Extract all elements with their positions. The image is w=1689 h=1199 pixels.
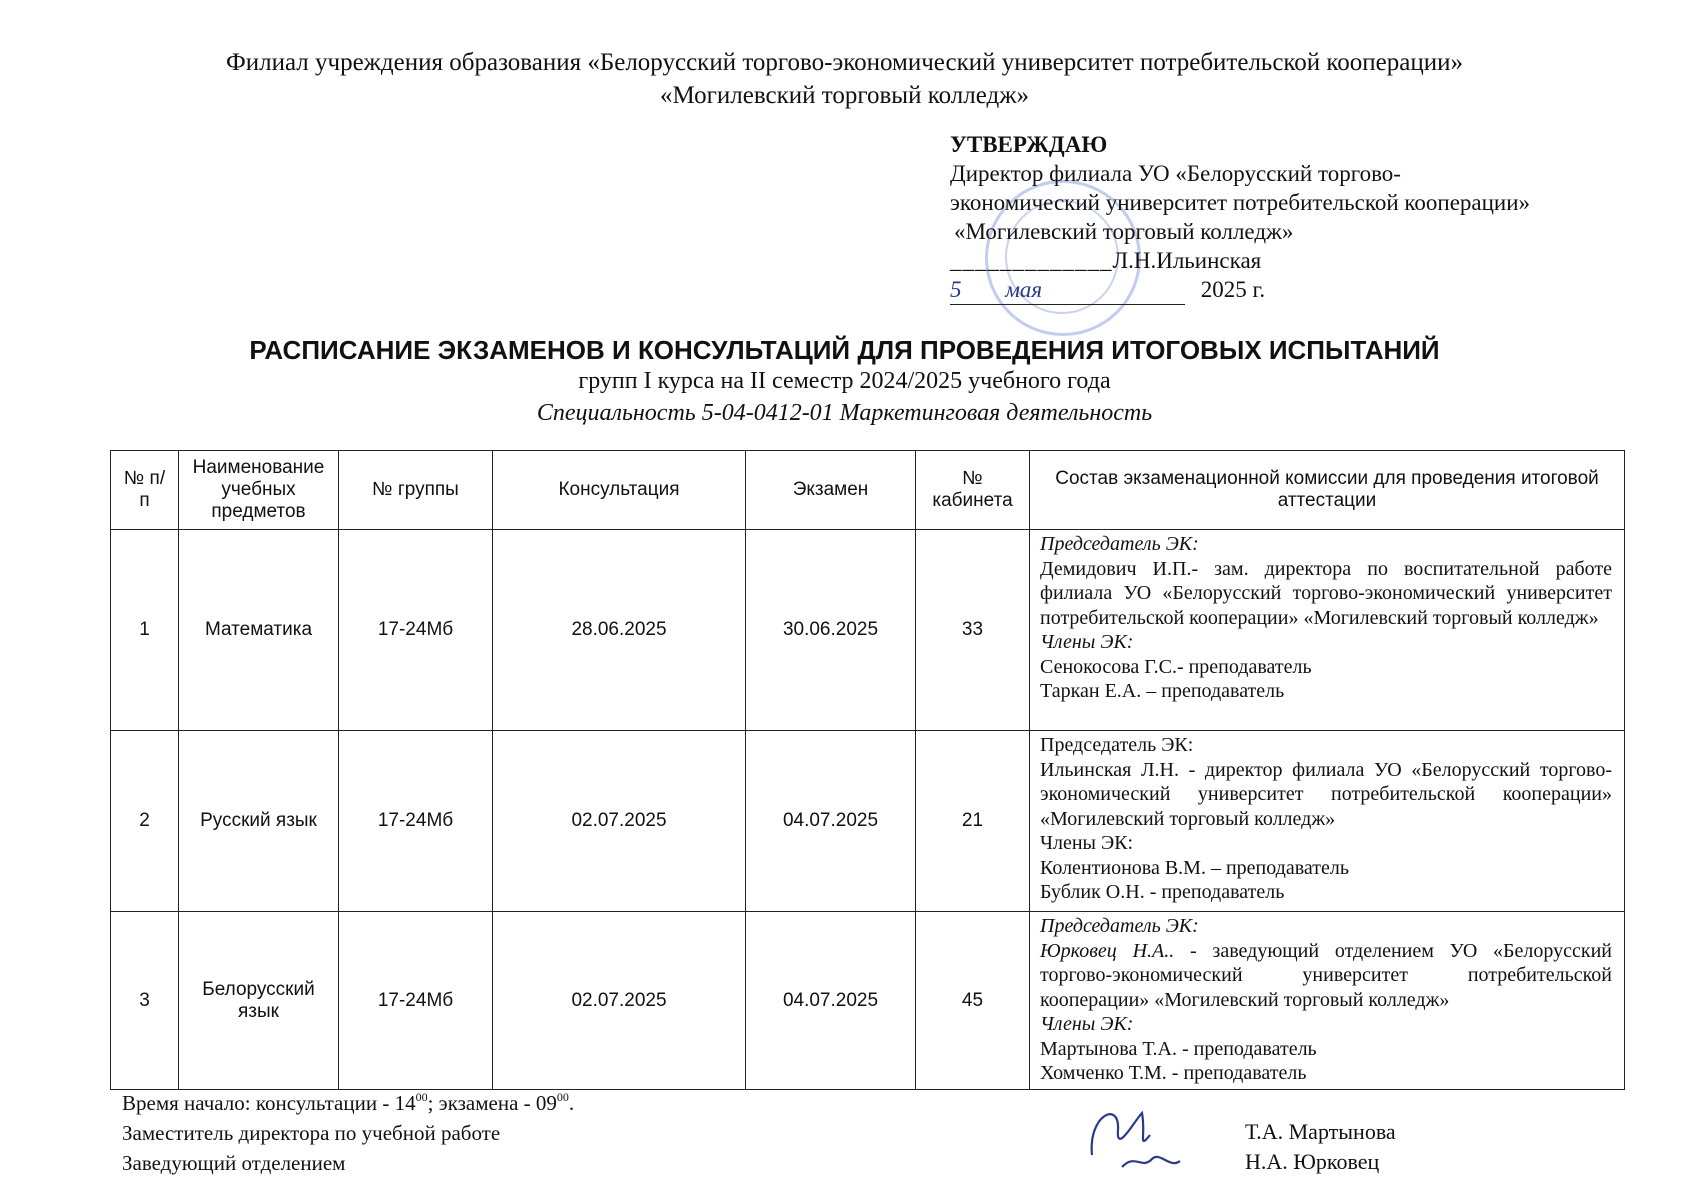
approval-date-line — [950, 275, 1650, 305]
signature-scribble — [1080, 1095, 1200, 1180]
member: Колентионова В.М. – преподаватель — [1040, 856, 1349, 879]
chair-info: Ильинская Л.Н. - директор филиала УО «Белорусский торгово-экономический университет потребительской кооперации» «Могилевский торговый колледж» — [1040, 758, 1612, 830]
table-row — [111, 912, 1625, 1090]
approver-name: Л.Н.Ильинская — [1112, 248, 1262, 273]
header-commission: Состав экзаменационной комиссии для проведения итоговой аттестации — [1030, 451, 1625, 530]
member: Хомченко Т.М. - преподаватель — [1040, 1062, 1307, 1084]
approval-date-day: 5 — [950, 277, 962, 302]
row-consultation: 02.07.2025 — [493, 731, 746, 912]
header-num: № п/п — [111, 451, 179, 530]
row-group: 17-24Мб — [339, 731, 493, 912]
row-num: 1 — [111, 530, 179, 731]
row-group: 17-24Мб — [339, 530, 493, 731]
approval-title: УТВЕРЖДАЮ — [950, 132, 1108, 157]
member: Сенокосова Г.С.- преподаватель — [1040, 655, 1312, 678]
row-subject: Русский язык — [179, 731, 339, 912]
row-commission — [1030, 912, 1625, 1090]
approval-signature-line — [950, 246, 1650, 275]
time-sup-exam: 00 — [556, 1090, 569, 1104]
schedule-table — [110, 450, 1625, 1090]
row-subject: Математика — [179, 530, 339, 731]
schedule-subtitle: групп I курса на II семестр 2024/2025 учебного года — [578, 368, 1111, 394]
time-mid: ; экзамена - 09 — [427, 1091, 557, 1115]
row-room: 45 — [916, 912, 1030, 1090]
approval-block — [950, 130, 1650, 305]
chair-label: Председатель ЭК: — [1040, 533, 1199, 555]
deputy-title: Заместитель директора по учебной работе — [122, 1121, 501, 1145]
member: Мартынова Т.А. - преподаватель — [1040, 1037, 1317, 1060]
signature-blank: _____________ — [950, 248, 1113, 273]
row-exam: 04.07.2025 — [746, 731, 916, 912]
head-name: Н.А. Юрковец — [1245, 1149, 1380, 1174]
members-label: Члены ЭК: — [1040, 1013, 1134, 1035]
member: Таркан Е.А. – преподаватель — [1040, 680, 1285, 702]
row-subject: Белорусский язык — [179, 912, 339, 1090]
table-header-row — [111, 451, 1625, 530]
time-note — [122, 1088, 574, 1118]
table-row — [111, 530, 1625, 731]
row-room: 33 — [916, 530, 1030, 731]
row-exam: 30.06.2025 — [746, 530, 916, 731]
chair-role: - заведующий отделением УО «Белорусский торгово-экономический университет потребительской кооперации» «Могилевский торговый колледж» — [1040, 939, 1612, 1011]
approval-date-month: мая — [1005, 277, 1043, 302]
chair-label: Председатель ЭК: — [1040, 734, 1194, 756]
header-consultation: Консультация — [493, 451, 746, 530]
approval-line-1: Директор филиала УО «Белорусский торгово- — [950, 161, 1401, 186]
institution-line-2: «Могилевский торговый колледж» — [660, 82, 1029, 109]
row-num: 2 — [111, 731, 179, 912]
row-num: 3 — [111, 912, 179, 1090]
time-prefix: Время начало: консультации - 14 — [122, 1091, 416, 1115]
row-exam: 04.07.2025 — [746, 912, 916, 1090]
row-group: 17-24Мб — [339, 912, 493, 1090]
members-label: Члены ЭК: — [1040, 631, 1134, 653]
chair-label: Председатель ЭК: — [1040, 915, 1199, 937]
row-consultation: 02.07.2025 — [493, 912, 746, 1090]
approval-date-year: 2025 г. — [1200, 277, 1266, 302]
chair-name: Юрковец Н.А.. — [1040, 939, 1175, 962]
member: Бублик О.Н. - преподаватель — [1040, 881, 1285, 903]
header-exam: Экзамен — [746, 451, 916, 530]
row-commission — [1030, 530, 1625, 731]
chair-info: Демидович И.П.- зам. директора по воспитательной работе филиала УО «Белорусский торгово-экономический университет потребительской кооперации» «Могилевский торговый колледж» — [1040, 557, 1612, 629]
institution-line-1: Филиал учреждения образования «Белорусский торгово-экономический университет потребительской кооперации» — [225, 49, 1464, 76]
row-consultation: 28.06.2025 — [493, 530, 746, 731]
approval-line-2: экономический университет потребительской кооперации» — [950, 190, 1531, 215]
row-room: 21 — [916, 731, 1030, 912]
members-label: Члены ЭК: — [1040, 832, 1134, 854]
table-row — [111, 731, 1625, 912]
approval-date-handwritten — [950, 275, 1185, 305]
time-sup-consult: 00 — [415, 1090, 428, 1104]
chair-info — [1040, 939, 1612, 1013]
schedule-title: РАСПИСАНИЕ ЭКЗАМЕНОВ И КОНСУЛЬТАЦИЙ ДЛЯ ПРОВЕДЕНИЯ ИТОГОВЫХ ИСПЫТАНИЙ — [249, 335, 1440, 365]
time-end: . — [568, 1091, 575, 1115]
header-group: № группы — [339, 451, 493, 530]
approval-line-3: «Могилевский торговый колледж» — [954, 219, 1294, 244]
head-title: Заведующий отделением — [122, 1151, 346, 1175]
specialty-line: Специальность 5-04-0412-01 Маркетинговая деятельность — [536, 400, 1153, 426]
row-commission — [1030, 731, 1625, 912]
header-room: № кабинета — [916, 451, 1030, 530]
header-subject: Наименование учебных предметов — [179, 451, 339, 530]
deputy-name: Т.А. Мартынова — [1245, 1119, 1396, 1144]
